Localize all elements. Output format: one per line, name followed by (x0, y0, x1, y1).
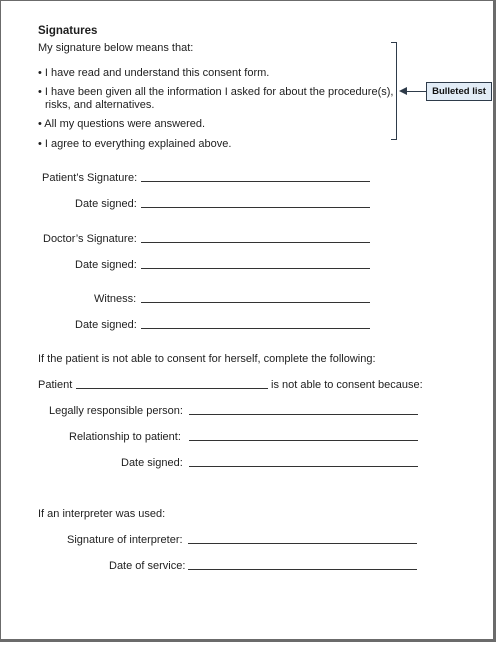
legally-responsible-label: Legally responsible person: (49, 405, 183, 417)
callout-arrow-icon (399, 87, 407, 95)
witness-signature-line[interactable] (141, 302, 370, 303)
doctor-signature-line[interactable] (141, 242, 370, 243)
section-title: Signatures (38, 25, 98, 37)
callout-connector (406, 91, 426, 92)
date-signed-label: Date signed: (121, 457, 183, 469)
patient-label: Patient (38, 379, 73, 391)
interpreter-signature-label: Signature of interpreter: (67, 534, 183, 546)
relationship-label: Relationship to patient: (69, 431, 181, 443)
legally-responsible-line[interactable] (189, 414, 418, 415)
consent-instruction: If the patient is not able to consent for herself, complete the following: (38, 353, 376, 365)
patient-name-line[interactable] (76, 388, 268, 389)
bullet-item: • I have been given all the information I asked for about the procedure(s), (38, 86, 394, 98)
date-signed-label: Date signed: (75, 259, 137, 271)
interpreter-signature-line[interactable] (188, 543, 417, 544)
relationship-line[interactable] (189, 440, 418, 441)
bullet-list-bracket (391, 42, 397, 140)
doctor-signature-label: Doctor’s Signature: (43, 233, 137, 245)
bullet-item: • I agree to everything explained above. (38, 138, 232, 150)
witness-label: Witness: (94, 293, 137, 305)
bullet-item-continuation: risks, and alternatives. (45, 99, 155, 111)
date-of-service-line[interactable] (188, 569, 417, 570)
interpreter-instruction: If an interpreter was used: (38, 508, 166, 520)
date-signed-line[interactable] (141, 207, 370, 208)
date-signed-line[interactable] (141, 268, 370, 269)
callout-label: Bulleted list (426, 82, 492, 101)
date-signed-label: Date signed: (75, 319, 137, 331)
date-signed-line[interactable] (189, 466, 418, 467)
bullet-item: • I have read and understand this consent form. (38, 67, 270, 79)
patient-signature-line[interactable] (141, 181, 370, 182)
date-signed-line[interactable] (141, 328, 370, 329)
intro-text: My signature below means that: (38, 42, 194, 54)
patient-signature-label: Patient’s Signature: (42, 172, 138, 184)
patient-reason-text: is not able to consent because: (271, 379, 423, 391)
date-signed-label: Date signed: (75, 198, 137, 210)
bullet-item: • All my questions were answered. (38, 118, 206, 130)
date-of-service-label: Date of service: (109, 560, 186, 572)
